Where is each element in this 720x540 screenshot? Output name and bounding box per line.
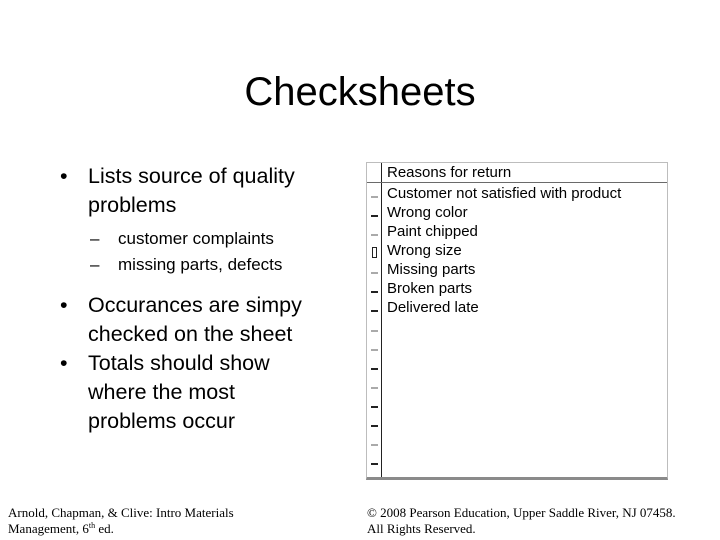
bullet-dot-icon: • <box>60 293 68 317</box>
edition-superscript: th <box>88 521 96 530</box>
copyright-line: All Rights Reserved. <box>367 521 476 536</box>
sub-bullet-text: customer complaints <box>118 229 274 248</box>
bullet-list <box>60 162 360 436</box>
bullet-text: Totals should show <box>88 351 270 375</box>
column-divider <box>381 163 382 477</box>
dash-icon: – <box>90 229 100 248</box>
citation-line: Arnold, Chapman, & Clive: Intro Materials <box>8 505 234 520</box>
citation-line <box>8 521 234 537</box>
sub-bullet-item <box>60 252 360 278</box>
tally-mark-icon <box>371 387 378 389</box>
citation-text: ed. <box>95 521 114 536</box>
bullet-item <box>60 349 360 436</box>
header-divider <box>367 182 667 183</box>
footer-copyright <box>367 505 676 537</box>
reason-row: Missing parts <box>387 261 476 278</box>
reason-row: Wrong size <box>387 242 462 259</box>
bullet-text: checked on the sheet <box>88 322 293 346</box>
dash-icon: – <box>90 255 100 274</box>
bullet-text: problems occur <box>88 409 235 433</box>
bullet-text: Lists source of quality <box>88 164 295 188</box>
tally-mark-icon <box>371 406 378 408</box>
tally-mark-icon <box>371 330 378 332</box>
sub-bullet-item <box>60 226 360 252</box>
tally-mark-icon <box>371 196 378 198</box>
citation-text: Management, 6 <box>8 521 89 536</box>
reason-row: Customer not satisfied with product <box>387 185 622 202</box>
reason-list <box>387 184 621 317</box>
sub-bullet-list <box>60 226 360 278</box>
checksheet-header: Reasons for return <box>387 164 512 181</box>
tally-mark-icon <box>371 234 378 236</box>
copyright-line: © 2008 Pearson Education, Upper Saddle River, NJ 07458. <box>367 505 676 520</box>
reason-row: Delivered late <box>387 299 479 316</box>
bullet-item <box>60 162 360 220</box>
bullet-dot-icon: • <box>60 164 68 188</box>
bullet-item <box>60 291 360 349</box>
tally-mark-icon <box>371 272 378 274</box>
slide-title: Checksheets <box>244 70 476 114</box>
tally-mark-icon <box>371 310 378 312</box>
tally-mark-icon <box>371 291 378 293</box>
tally-mark-icon <box>371 463 378 465</box>
reason-row: Paint chipped <box>387 223 478 240</box>
tally-mark-icon <box>371 425 378 427</box>
tally-mark-icon <box>371 368 378 370</box>
sub-bullet-text: missing parts, defects <box>118 255 283 274</box>
tally-mark-icon <box>371 215 378 217</box>
checksheet-table <box>366 162 668 480</box>
bullet-text: where the most <box>88 380 235 404</box>
bullet-dot-icon: • <box>60 351 68 375</box>
reason-row: Broken parts <box>387 280 473 297</box>
bullet-text: problems <box>88 193 177 217</box>
bullet-text: Occurances are simpy <box>88 293 302 317</box>
tally-mark-icon <box>371 349 378 351</box>
footer-citation <box>8 505 234 537</box>
tally-mark-icon <box>371 444 378 446</box>
tally-box-icon <box>372 247 377 258</box>
reason-row: Wrong color <box>387 204 468 221</box>
